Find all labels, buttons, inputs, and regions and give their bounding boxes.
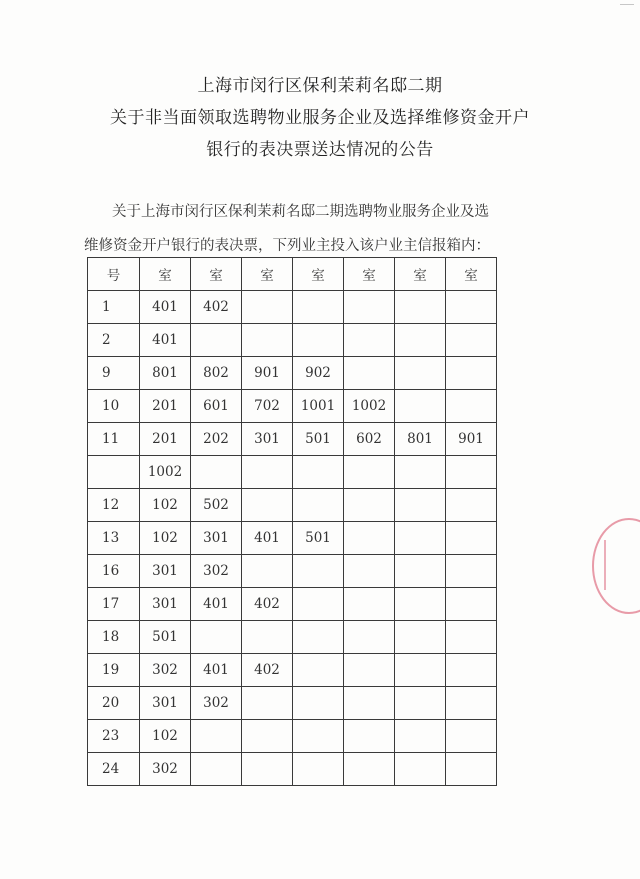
header-room: 室 xyxy=(395,258,446,291)
room-number-cell: 302 xyxy=(191,687,242,720)
building-number-cell: 18 xyxy=(88,621,140,654)
room-number-cell xyxy=(293,555,344,588)
room-number-cell: 801 xyxy=(395,423,446,456)
table-row xyxy=(88,324,497,357)
room-number-cell: 901 xyxy=(446,423,497,456)
table-row xyxy=(88,423,497,456)
room-number-cell xyxy=(395,654,446,687)
room-number-cell: 301 xyxy=(191,522,242,555)
building-number-cell: 17 xyxy=(88,588,140,621)
room-number-cell xyxy=(242,621,293,654)
room-number-cell xyxy=(446,324,497,357)
room-number-cell xyxy=(446,654,497,687)
room-number-cell: 302 xyxy=(140,753,191,786)
building-number-cell: 20 xyxy=(88,687,140,720)
table-row xyxy=(88,291,497,324)
header-room: 室 xyxy=(242,258,293,291)
room-number-cell xyxy=(395,456,446,489)
room-number-cell xyxy=(242,489,293,522)
room-number-cell xyxy=(293,588,344,621)
room-number-cell xyxy=(395,324,446,357)
table-row xyxy=(88,489,497,522)
room-number-cell xyxy=(446,555,497,588)
table-row xyxy=(88,588,497,621)
room-number-cell: 202 xyxy=(191,423,242,456)
building-number-cell: 10 xyxy=(88,390,140,423)
intro-line-2: 维修资金开户银行的表决票，下列业主投入该户业主信报箱内： xyxy=(84,238,490,254)
room-number-cell xyxy=(446,357,497,390)
room-number-cell: 301 xyxy=(242,423,293,456)
room-number-cell xyxy=(446,588,497,621)
room-number-cell xyxy=(293,654,344,687)
room-number-cell: 401 xyxy=(191,588,242,621)
table-row xyxy=(88,456,497,489)
room-number-cell: 601 xyxy=(191,390,242,423)
table-row xyxy=(88,390,497,423)
room-number-cell: 201 xyxy=(140,390,191,423)
room-number-cell xyxy=(242,555,293,588)
room-number-cell: 402 xyxy=(242,588,293,621)
room-number-cell xyxy=(395,489,446,522)
building-number-cell: 16 xyxy=(88,555,140,588)
room-number-cell xyxy=(344,324,395,357)
room-number-cell xyxy=(344,291,395,324)
table-header-row xyxy=(88,258,497,291)
room-number-cell xyxy=(395,291,446,324)
seal-mark xyxy=(604,540,620,590)
room-number-cell xyxy=(293,456,344,489)
room-number-cell xyxy=(446,390,497,423)
header-building-number: 号 xyxy=(88,258,140,291)
room-number-cell xyxy=(395,687,446,720)
announcement-title xyxy=(0,70,640,166)
room-number-cell xyxy=(446,687,497,720)
room-number-cell: 401 xyxy=(191,654,242,687)
table-row xyxy=(88,621,497,654)
room-number-cell xyxy=(242,324,293,357)
room-number-cell xyxy=(242,291,293,324)
room-number-cell: 402 xyxy=(191,291,242,324)
room-number-cell xyxy=(395,390,446,423)
room-number-cell xyxy=(344,753,395,786)
room-number-cell xyxy=(344,522,395,555)
room-number-cell xyxy=(191,621,242,654)
title-line-1: 上海市闵行区保利茉莉名邸二期 xyxy=(197,76,443,96)
room-number-cell: 401 xyxy=(140,324,191,357)
room-number-cell xyxy=(191,456,242,489)
building-number-cell: 19 xyxy=(88,654,140,687)
room-number-cell xyxy=(395,588,446,621)
room-number-cell: 802 xyxy=(191,357,242,390)
room-number-cell xyxy=(395,522,446,555)
room-number-cell: 501 xyxy=(140,621,191,654)
header-room: 室 xyxy=(446,258,497,291)
room-number-cell xyxy=(395,720,446,753)
room-number-cell: 501 xyxy=(293,522,344,555)
room-number-cell: 301 xyxy=(140,588,191,621)
room-number-cell: 102 xyxy=(140,720,191,753)
room-number-cell xyxy=(191,720,242,753)
table-row xyxy=(88,687,497,720)
room-number-cell xyxy=(446,291,497,324)
room-number-cell xyxy=(395,753,446,786)
header-room: 室 xyxy=(140,258,191,291)
room-number-cell: 1001 xyxy=(293,390,344,423)
room-number-cell xyxy=(395,357,446,390)
room-number-cell: 702 xyxy=(242,390,293,423)
room-number-cell xyxy=(395,621,446,654)
room-number-cell xyxy=(344,357,395,390)
room-number-cell xyxy=(344,489,395,522)
room-number-cell: 901 xyxy=(242,357,293,390)
room-number-cell xyxy=(446,753,497,786)
room-number-cell: 1002 xyxy=(140,456,191,489)
intro-paragraph xyxy=(84,195,514,263)
room-number-cell xyxy=(344,621,395,654)
room-number-cell: 1002 xyxy=(344,390,395,423)
room-number-cell: 602 xyxy=(344,423,395,456)
room-number-cell xyxy=(191,324,242,357)
room-number-cell xyxy=(191,753,242,786)
room-number-cell xyxy=(395,555,446,588)
room-number-cell xyxy=(446,489,497,522)
unit-table xyxy=(87,257,497,786)
room-number-cell xyxy=(293,621,344,654)
room-number-cell xyxy=(293,489,344,522)
building-number-cell xyxy=(88,456,140,489)
building-number-cell: 9 xyxy=(88,357,140,390)
room-number-cell: 401 xyxy=(140,291,191,324)
room-number-cell: 902 xyxy=(293,357,344,390)
room-number-cell xyxy=(293,720,344,753)
room-number-cell xyxy=(344,654,395,687)
room-number-cell xyxy=(293,324,344,357)
room-number-cell: 401 xyxy=(242,522,293,555)
room-number-cell xyxy=(293,687,344,720)
room-number-cell: 302 xyxy=(191,555,242,588)
room-number-cell xyxy=(293,753,344,786)
intro-line-1: 关于上海市闵行区保利茉莉名邸二期选聘物业服务企业及选 xyxy=(112,204,489,220)
scan-corner-mark xyxy=(620,4,634,15)
room-number-cell xyxy=(446,720,497,753)
table-row xyxy=(88,720,497,753)
building-number-cell: 2 xyxy=(88,324,140,357)
building-number-cell: 1 xyxy=(88,291,140,324)
table-body xyxy=(88,291,497,786)
building-number-cell: 11 xyxy=(88,423,140,456)
room-number-cell: 102 xyxy=(140,522,191,555)
room-number-cell xyxy=(242,687,293,720)
room-number-cell: 102 xyxy=(140,489,191,522)
table-row xyxy=(88,753,497,786)
room-number-cell xyxy=(446,522,497,555)
room-number-cell: 502 xyxy=(191,489,242,522)
room-number-cell: 301 xyxy=(140,687,191,720)
room-number-cell xyxy=(446,456,497,489)
header-room: 室 xyxy=(191,258,242,291)
building-number-cell: 23 xyxy=(88,720,140,753)
room-number-cell: 501 xyxy=(293,423,344,456)
room-number-cell xyxy=(344,687,395,720)
room-number-cell xyxy=(242,456,293,489)
header-room: 室 xyxy=(344,258,395,291)
room-number-cell xyxy=(242,753,293,786)
room-number-cell: 302 xyxy=(140,654,191,687)
title-line-3: 银行的表决票送达情况的公告 xyxy=(206,140,434,160)
room-number-cell: 801 xyxy=(140,357,191,390)
building-number-cell: 12 xyxy=(88,489,140,522)
building-number-cell: 24 xyxy=(88,753,140,786)
table-row xyxy=(88,654,497,687)
table-row xyxy=(88,555,497,588)
table-row xyxy=(88,357,497,390)
room-number-cell xyxy=(344,720,395,753)
room-number-cell xyxy=(242,720,293,753)
room-number-cell xyxy=(344,456,395,489)
room-number-cell xyxy=(293,291,344,324)
room-number-cell: 402 xyxy=(242,654,293,687)
room-number-cell xyxy=(344,555,395,588)
header-room: 室 xyxy=(293,258,344,291)
room-number-cell xyxy=(344,588,395,621)
building-number-cell: 13 xyxy=(88,522,140,555)
title-line-2: 关于非当面领取选聘物业服务企业及选择维修资金开户 xyxy=(110,108,530,128)
room-number-cell xyxy=(446,621,497,654)
room-number-cell: 301 xyxy=(140,555,191,588)
room-number-cell: 201 xyxy=(140,423,191,456)
table-row xyxy=(88,522,497,555)
